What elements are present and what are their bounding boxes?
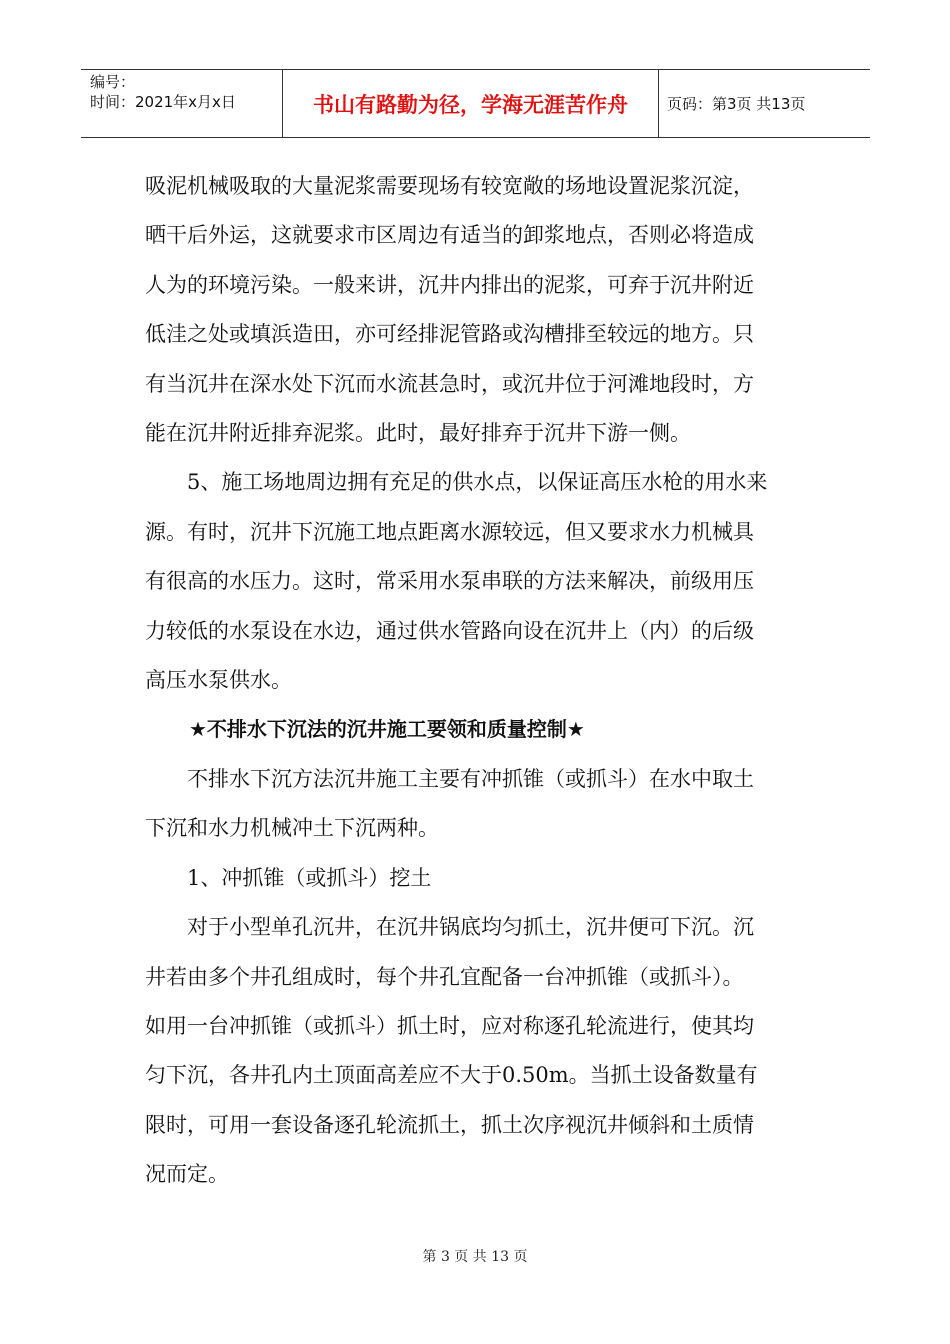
text-line: 5、施工场地周边拥有充足的供水点，以保证高压水枪的用水来 bbox=[145, 470, 768, 495]
header-meta bbox=[81, 70, 283, 137]
text-line: 有当沉井在深水处下沉而水流甚急时，或沉井位于河滩地段时，方 bbox=[145, 371, 754, 396]
paragraph-block-2 bbox=[145, 755, 807, 1200]
text-line: 匀下沉，各井孔内土顶面高差应不大于0.50m。当抓土设备数量有 bbox=[145, 1063, 758, 1088]
text-line: 如用一台冲抓锥（或抓斗）抓土时，应对称逐孔轮流进行，使其均 bbox=[145, 1013, 754, 1038]
time-label: 时间：2021年x月x日 bbox=[90, 93, 236, 111]
text-line: 源。有时，沉井下沉施工地点距离水源较远，但又要求水力机械具 bbox=[145, 519, 754, 544]
header-page-info: 页码：第3页 共13页 bbox=[667, 95, 806, 113]
text-line: 晒干后外运，这就要求市区周边有适当的卸浆地点，否则必将造成 bbox=[145, 223, 754, 248]
text-line: 有很高的水压力。这时，常采用水泵串联的方法来解决，前级用压 bbox=[145, 569, 754, 594]
header-motto: 书山有路勤为径，学海无涯苦作舟 bbox=[283, 70, 659, 137]
text-line: 1、冲抓锥（或抓斗）挖土 bbox=[145, 865, 432, 890]
text-line: 不排水下沉方法沉井施工主要有冲抓锥（或抓斗）在水中取土 bbox=[145, 766, 754, 791]
paragraph-block-1 bbox=[145, 162, 807, 705]
text-line: 限时，可用一套设备逐孔轮流抓土，抓土次序视沉井倾斜和土质情 bbox=[145, 1112, 754, 1137]
page-footer: 第 3 页 共 13 页 bbox=[422, 1249, 528, 1265]
text-line: 井若由多个井孔组成时，每个井孔宜配备一台冲抓锥（或抓斗）。 bbox=[145, 964, 744, 989]
text-line: 人为的环境污染。一般来讲，沉井内排出的泥浆，可弃于沉井附近 bbox=[145, 272, 754, 297]
text-line: 况而定。 bbox=[145, 1162, 229, 1187]
text-line: 力较低的水泵设在水边，通过供水管路向设在沉井上（内）的后级 bbox=[145, 618, 754, 643]
text-line: 高压水泵供水。 bbox=[145, 668, 292, 693]
text-line: 对于小型单孔沉井，在沉井锅底均匀抓土，沉井便可下沉。沉 bbox=[145, 915, 754, 940]
number-label: 编号： bbox=[90, 73, 136, 91]
document-body bbox=[145, 162, 807, 1200]
section-heading: ★不排水下沉法的沉井施工要领和质量控制★ bbox=[189, 717, 585, 742]
text-line: 低洼之处或填浜造田，亦可经排泥管路或沟槽排至较远的地方。只 bbox=[145, 322, 754, 347]
text-line: 吸泥机械吸取的大量泥浆需要现场有较宽敞的场地设置泥浆沉淀， bbox=[145, 174, 754, 198]
text-line: 下沉和水力机械冲土下沉两种。 bbox=[145, 816, 439, 841]
page-header bbox=[81, 69, 870, 138]
text-line: 能在沉井附近排弃泥浆。此时，最好排弃于沉井下游一侧。 bbox=[145, 421, 691, 446]
